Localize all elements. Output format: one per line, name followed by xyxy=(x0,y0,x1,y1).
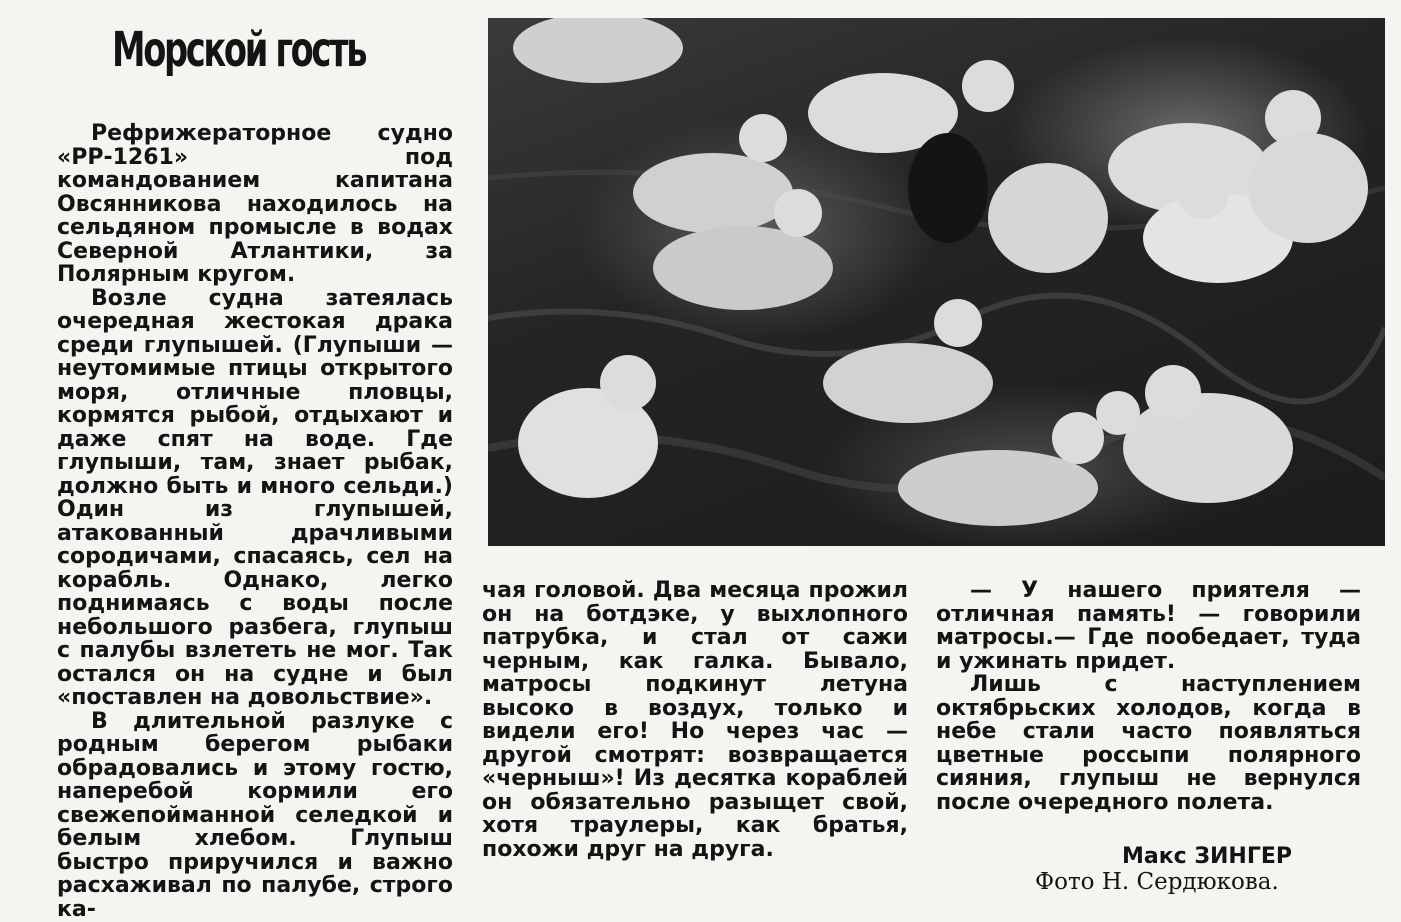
article-paragraph: Возле судна затеялась очередная жестокая драка среди глупышей. (Глупыши — неутомимые птицы открытого моря, отличные пловцы, кормятся рыбой, отдыхают и даже спят на воде. Где глупыши, там, знает рыбак, должно быть и много сельди.) Один из глупышей, атакованный драчливыми сородичами, спасаясь, сел на корабль. Однако, легко поднимаясь с воды после небольшого разбега, глупыш с палубы взлететь не мог. Так остался он на судне и был «поставлен на довольствие». xyxy=(57,285,453,710)
article-column-1 xyxy=(57,122,453,921)
article-paragraph: Лишь с наступлением октябрьских холодов, когда в небе стали часто появляться цветные россыпи полярного сияния, глупыш не вернулся после очередного полета. xyxy=(936,672,1361,815)
article-column-3 xyxy=(936,579,1361,814)
article-title: Морской гость xyxy=(112,22,366,78)
article-paragraph: чая головой. Два месяца прожил он на ботдэке, у выхлопного патрубка, и стал от сажи черным, как галка. Бывало, матросы подкинут летуна высоко в воздух, только и видели его! Но через час — другой смотрят: возвращается «черныш»! Из десятка кораблей он обязательно разыщет свой, хотя траулеры, как братья, похожи друг на друга. xyxy=(482,578,908,862)
author-signature: Макс ЗИНГЕР xyxy=(1122,844,1292,869)
seabirds-on-water-image xyxy=(488,18,1385,546)
article-paragraph: — У нашего приятеля — отличная память! — говорили матросы.— Где пообедает, туда и ужинать придет. xyxy=(936,578,1361,674)
article-paragraph: В длительной разлуке с родным берегом рыбаки обрадовались и этому гостю, наперебой кормили его свежепойманной селедкой и белым хлебом. Глупыш быстро приручился и важно расхаживал по палубе, строго ка- xyxy=(57,708,453,922)
photo-credit: Фото Н. Сердюкова. xyxy=(1035,869,1279,895)
fulmars-photo xyxy=(488,18,1385,546)
article-column-2 xyxy=(482,579,908,861)
article-paragraph: Рефрижераторное судно «РР-1261» под командованием капитана Овсянникова находилось на сельдяном промысле в водах Северной Атлантики, за Полярным кругом. xyxy=(57,121,453,287)
